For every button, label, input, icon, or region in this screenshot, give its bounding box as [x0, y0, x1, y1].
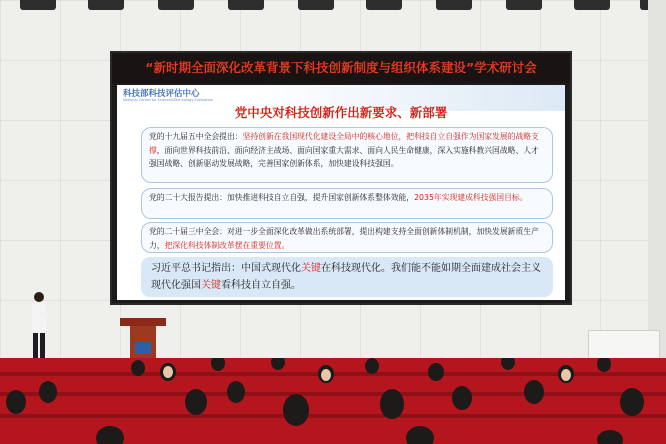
org-name-english: National Center for Science&Technology Evaluation	[123, 98, 213, 102]
side-pillar	[648, 0, 666, 370]
quote-part-1: 习近平总书记指出：中国式现代化	[151, 263, 301, 274]
block1-highlight: 坚持创新在我国现代化建设全局中的核心地位，把科技自立自强作为国家发展的战略支撑	[149, 132, 539, 155]
block2-text: 党的二十大报告提出：加快推进科技自立自强，提升国家创新体系整体效能，	[149, 193, 415, 202]
block1-rest: ，面向世界科技前沿、面向经济主战场、面向国家重大需求、面向人民生命健康，深入实施科教兴国战略、人才强国战略、创新驱动发展战略，完善国家创新体系，加快建设科技强国。	[149, 145, 539, 168]
ceiling-light	[228, 0, 264, 10]
org-name: 科技部科技评估中心	[123, 89, 200, 99]
text-block-3	[141, 222, 553, 253]
ceiling-light	[20, 0, 56, 10]
presentation-slide	[117, 85, 565, 300]
quote-keyword-2: 关键	[201, 280, 221, 291]
text-block-1	[141, 127, 553, 183]
block1-prefix: 党的十九届五中全会提出：	[149, 132, 243, 141]
text-block-quote	[141, 257, 553, 297]
block3-text: 党的二十届三中全会：对进一步全面深化改革做出系统部署，提出构建支持全面创新体制机制，加快发展新质生产力，	[149, 227, 539, 250]
banner-title: “新时期全面深化改革背景下科技创新制度与组织体系建设”学术研讨会	[112, 53, 570, 83]
quote-keyword-1: 关键	[301, 263, 321, 274]
block2-highlight: 2035年实现建成科技强国目标。	[414, 193, 528, 202]
quote-part-2: 在科技现代化。我们能不能如期全面建成社会主义现代化强国	[151, 263, 541, 291]
audience-heads	[0, 358, 666, 444]
ceiling-light	[506, 0, 542, 10]
ceiling-light	[574, 0, 610, 10]
ceiling-light	[436, 0, 472, 10]
ceiling-light	[298, 0, 334, 10]
audience-seating	[0, 358, 666, 444]
ceiling-light	[88, 0, 124, 10]
text-block-2	[141, 188, 553, 219]
projection-screen	[110, 51, 572, 305]
slide-heading: 党中央对科技创新作出新要求、新部署	[234, 105, 448, 120]
ceiling-light	[366, 0, 402, 10]
quote-part-3: 看科技自立自强。	[221, 280, 301, 291]
block3-highlight: 把深化科技体制改革摆在重要位置。	[164, 240, 290, 250]
ceiling-light	[158, 0, 194, 10]
